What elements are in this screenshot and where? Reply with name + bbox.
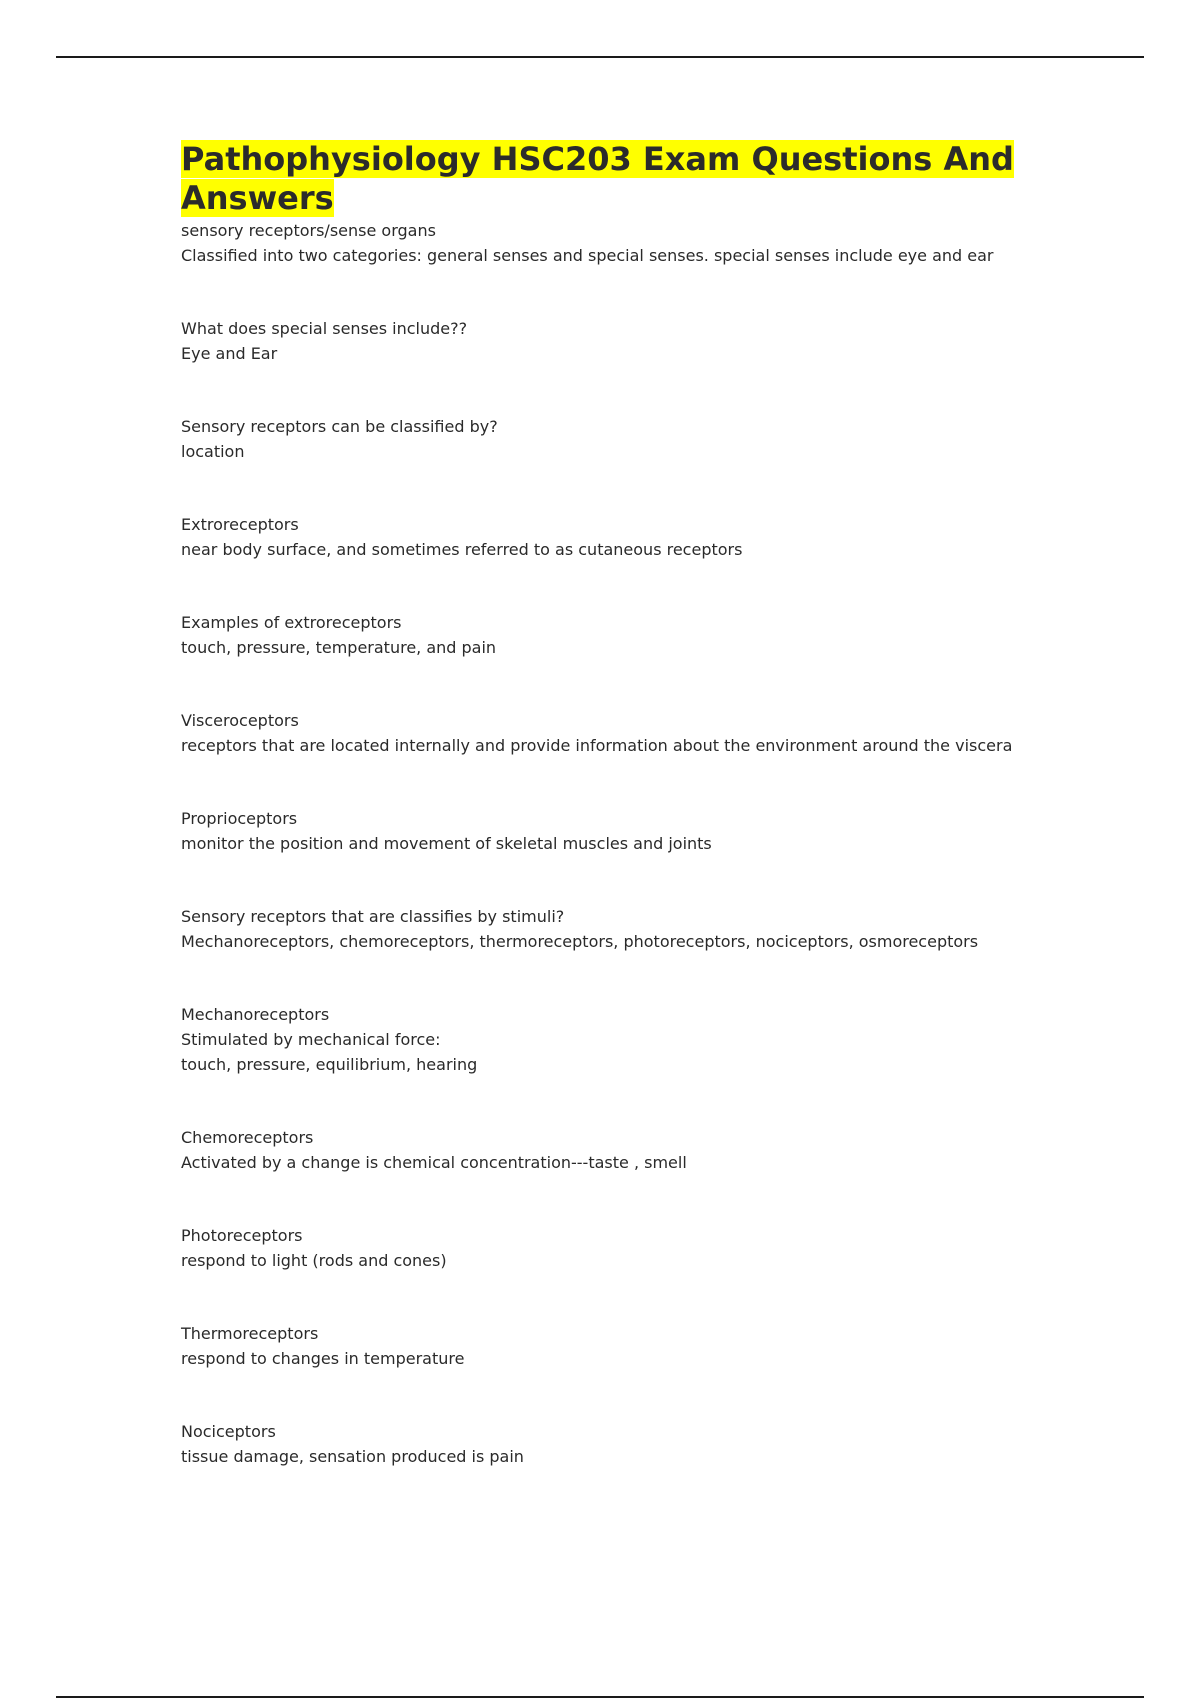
qa-item: [181, 904, 1021, 954]
item-spacer: [181, 1175, 1021, 1223]
item-spacer: [181, 464, 1021, 512]
qa-item: [181, 1002, 1021, 1077]
qa-item: [181, 1223, 1021, 1273]
qa-term: Nociceptors: [181, 1422, 276, 1441]
item-spacer: [181, 758, 1021, 806]
qa-item: [181, 218, 1021, 268]
title-highlight: Pathophysiology HSC203 Exam Questions And Answers: [181, 140, 1014, 217]
item-spacer: [181, 1077, 1021, 1125]
qa-answer: Mechanoreceptors, chemoreceptors, thermoreceptors, photoreceptors, nociceptors, osmoreceptors: [181, 932, 979, 951]
item-spacer: [181, 268, 1021, 316]
qa-answer: near body surface, and sometimes referred to as cutaneous receptors: [181, 540, 743, 559]
qa-item: [181, 708, 1021, 758]
qa-item: [181, 414, 1021, 464]
qa-term: Examples of extroreceptors: [181, 613, 402, 632]
item-spacer: [181, 954, 1021, 1002]
qa-item: [181, 610, 1021, 660]
qa-answer: Classified into two categories: general senses and special senses. special senses include eye and ear: [181, 246, 994, 265]
qa-term: Chemoreceptors: [181, 1128, 314, 1147]
qa-item: [181, 1419, 1021, 1469]
qa-term: Mechanoreceptors: [181, 1005, 330, 1024]
qa-term: sensory receptors/sense organs: [181, 221, 436, 240]
qa-answer: Stimulated by mechanical force:: [181, 1030, 441, 1049]
qa-term: What does special senses include??: [181, 319, 468, 338]
qa-item: [181, 806, 1021, 856]
qa-answer: touch, pressure, equilibrium, hearing: [181, 1055, 478, 1074]
qa-answer: receptors that are located internally and provide information about the environment around the viscera: [181, 736, 1013, 755]
qa-term: Visceroceptors: [181, 711, 299, 730]
document-title: [181, 140, 1021, 218]
qa-term: Thermoreceptors: [181, 1324, 319, 1343]
qa-list: [181, 218, 1021, 1469]
qa-term: Photoreceptors: [181, 1226, 303, 1245]
qa-answer: touch, pressure, temperature, and pain: [181, 638, 497, 657]
item-spacer: [181, 856, 1021, 904]
qa-item: [181, 316, 1021, 366]
qa-answer: respond to changes in temperature: [181, 1349, 465, 1368]
qa-term: Sensory receptors can be classified by?: [181, 417, 498, 436]
item-spacer: [181, 1371, 1021, 1419]
qa-term: Sensory receptors that are classifies by stimuli?: [181, 907, 565, 926]
document-body: [181, 140, 1021, 1469]
qa-item: [181, 512, 1021, 562]
qa-answer: monitor the position and movement of skeletal muscles and joints: [181, 834, 712, 853]
item-spacer: [181, 562, 1021, 610]
item-spacer: [181, 660, 1021, 708]
item-spacer: [181, 366, 1021, 414]
qa-term: Proprioceptors: [181, 809, 298, 828]
qa-item: [181, 1321, 1021, 1371]
qa-answer: respond to light (rods and cones): [181, 1251, 447, 1270]
bottom-rule: [56, 1696, 1144, 1698]
qa-answer: tissue damage, sensation produced is pain: [181, 1447, 524, 1466]
qa-answer: location: [181, 442, 245, 461]
qa-term: Extroreceptors: [181, 515, 299, 534]
top-rule: [56, 56, 1144, 58]
qa-answer: Activated by a change is chemical concentration---taste , smell: [181, 1153, 687, 1172]
item-spacer: [181, 1273, 1021, 1321]
qa-item: [181, 1125, 1021, 1175]
qa-answer: Eye and Ear: [181, 344, 278, 363]
